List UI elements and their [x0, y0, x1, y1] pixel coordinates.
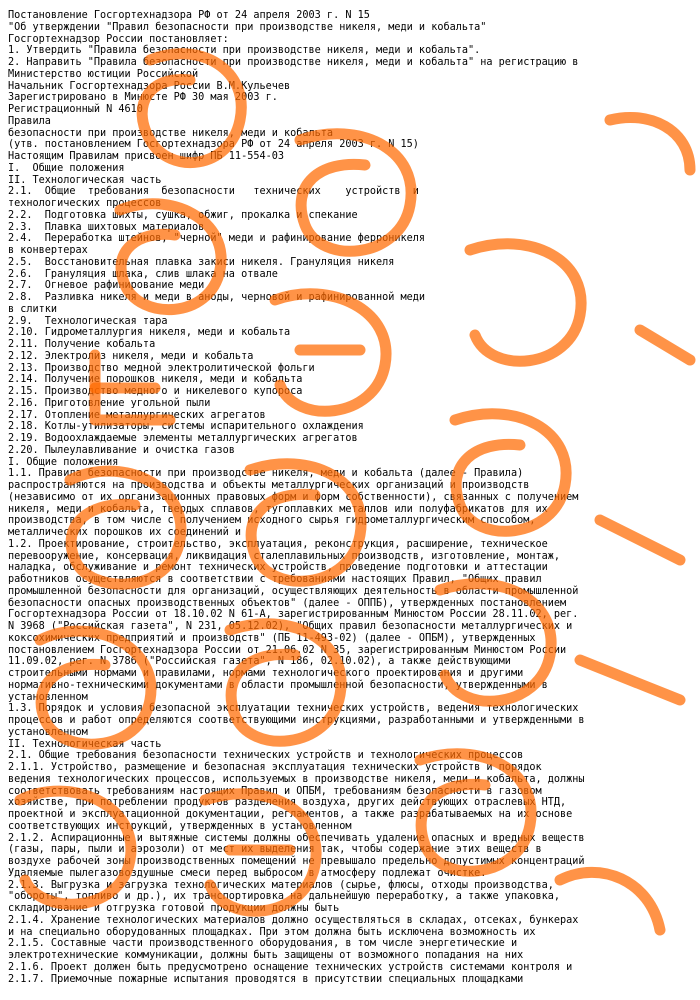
document-line: электротехнические коммуникации, должны быть защищены от возможного попадания на них [8, 950, 524, 961]
document-line: 2.1.7. Приемочные пожарные испытания проводятся в присутствии специальных площадками [8, 973, 524, 985]
document-line: Госгортехнадзор России постановляет: [8, 33, 229, 45]
document-line: "обороты", топливо и др.), их транспортировка на дальнейшую переработку, а также упаковка, [8, 891, 561, 903]
document-line: технологических процессов [8, 198, 162, 209]
document-line: соответствующих инструкций, утвержденных в установленном [8, 820, 352, 832]
document-line: 2.18. Котлы-утилизаторы, системы испарительного охлаждения [8, 421, 364, 433]
document-line: в слитки [8, 303, 58, 315]
document-line: 2.7. Огневое рафинирование меди [8, 280, 205, 292]
document-line: 2.1.2. Аспирационные и вытяжные системы должны обеспечивать удаление опасных и вредных веществ [8, 832, 585, 844]
document-line: (утв. постановлением Госгортехнадзора РФ от 24 апреля 2003 г. N 15) [8, 139, 419, 151]
document-line: установленном [8, 726, 88, 738]
document-line: 2.19. Водоохлаждаемые элементы металлургических агрегатов [8, 433, 358, 444]
document-line: воздухе рабочей зоны производственных помещений не превышало предельно допустимых концентраций [8, 856, 585, 867]
document-line: в конвертерах [8, 245, 88, 256]
document-line: никеля, меди и кобальта, твердых сплавов, тугоплавких металлов или полуфабрикатов для их [8, 503, 548, 515]
document-line: безопасности опасных производственных объектов" (далее - ОППБ), утвержденных постановлением [8, 597, 567, 609]
document-line: 2.4. Переработка штейнов, "черной" меди и рафинирование ферроникеля [8, 233, 426, 245]
document-line: 2.5. Восстановительная плавка закиси никеля. Грануляция никеля [8, 256, 395, 268]
document-line: 2.20. Пылеулавливание и очистка газов [8, 444, 235, 456]
document-line: Удаляемые пылегазовоздушные смеси перед выбросом в атмосферу подлежат очистке. [8, 867, 487, 879]
document-line: 2.8. Разливка никеля и меди в аноды, черновой и рафинированной меди [8, 292, 426, 303]
document-line: "Об утверждении "Правил безопасности при производстве никеля, меди и кобальта" [8, 21, 487, 33]
document-line: II. Технологическая часть [8, 738, 162, 750]
document-line: установленном [8, 691, 88, 703]
document-line: Зарегистрировано в Минюсте РФ 30 мая 2003 г. [8, 92, 278, 104]
document-line: I. Общие положения [8, 162, 125, 174]
document-line: 1.3. Порядок и условия безопасной эксплуатации технических устройств, ведения технологических [8, 703, 579, 715]
document-line: 2.1.5. Составные части производственного оборудования, в том числе энергетические и [8, 938, 518, 950]
document-line: хозяйстве, при потреблении продуктов разделения воздуха, других действующих отраслевых НТД, [8, 797, 567, 809]
document-line: 2.1.6. Проект должен быть предусмотрено оснащение технических устройств системами контроля и [8, 961, 573, 973]
document-line: 2.9. Технологическая тара [8, 315, 168, 327]
document-line: (независимо от их организационных правовых форм и форм собственности), связанных с получением [8, 491, 579, 503]
document-line: работников осуществляются в соответствии с требованиями настоящих Правил, "Общих правил [8, 574, 542, 585]
document-line: складирование и отгрузка готовой продукции должны быть [8, 903, 340, 914]
document-line: коксохимических предприятий и производств" (ПБ 11-493-02) (далее - ОПБМ), утвержденных [8, 632, 536, 644]
document-line: металлических порошков их соединений и [8, 527, 242, 538]
document-line: промышленной безопасности для организаций, осуществляющих деятельность в области промышленной [8, 585, 579, 597]
document-line: Регистрационный N 4610 [8, 104, 143, 115]
document-line: наладка, обслуживание и ремонт технических устройств, проведение подготовки и аттестации [8, 562, 548, 574]
document-line: 2.14. Получение порошков никеля, меди и кобальта [8, 374, 303, 386]
document-line: Министерство юстиции Российской [8, 68, 199, 80]
document-line: 2.16. Приготовление угольной пыли [8, 397, 211, 409]
document-line: 11.09.02, рег. N 3786 ("Российская газета", N 186, 02.10.02), а также действующими [8, 656, 511, 668]
document-line: Начальник Госгортехнадзора России В.М.Кульечев [8, 80, 291, 92]
document-line: 2.1.4. Хранение технологических материалов должно осуществляться в складах, отсеках, бункерах [8, 914, 579, 926]
document-line: 1.1. Правила безопасности при производстве никеля, меди и кобальта (далее - Правила) [8, 468, 524, 480]
document-line: 2.1. Общие требования безопасности технических устройств и [8, 186, 419, 198]
document-line: Госгортехнадзора России от 18.10.02 N 61-А, зарегистрированным Минюстом России 28.11.02, рег. [8, 609, 579, 621]
document-line: 2.13. Производство медной электролитической фольги [8, 362, 315, 374]
document-line: и на специально оборудованных площадках. При этом должна быть исключена возможность их [8, 926, 536, 938]
document-line: 2. Направить "Правила безопасности при производстве никеля, меди и кобальта" на регистрацию в [8, 57, 579, 68]
document-line: Правила [8, 115, 51, 127]
document-line: 2.1.3. Выгрузка и загрузка технологических материалов (сырье, флюсы, отходы производства, [8, 879, 554, 891]
document-line: Постановление Госгортехнадзора РФ от 24 апреля 2003 г. N 15 [8, 10, 370, 21]
document-line: 2.11. Получение кобальта [8, 339, 156, 350]
document-line: N 3968 ("Российская газета", N 231, 05.12.02), "Общих правил безопасности металлургических и [8, 621, 573, 632]
document-line: нормативно-техническими документами в области промышленной безопасности, утвержденными в [8, 679, 548, 691]
document-line: 2.1. Общие требования безопасности технических устройств и технологических процессов [8, 750, 524, 762]
document-line: распространяются на производства и объекты металлургических организаций и производств [8, 480, 530, 491]
document-line: Настоящим Правилам присвоен шифр ПБ 11-554-03 [8, 151, 285, 162]
document-line: соответствовать требованиям настоящих Правил и ОПБМ, требованиям безопасности в газовом [8, 785, 542, 797]
document-line: 2.6. Грануляция шлака, слив шлака на отвале [8, 268, 278, 280]
document-line: 2.12. Электролиз никеля, меди и кобальта [8, 350, 254, 362]
document-line: 2.1.1. Устройство, размещение и безопасная эксплуатация технических устройств и порядок [8, 762, 542, 773]
document-line: (газы, пары, пыли и аэрозоли) от мест их выделения так, чтобы содержание этих веществ в [8, 844, 542, 856]
document-line: I. Общие положения [8, 456, 119, 468]
document-line: ведения технологических процессов, используемых в производстве никеля, меди и кобальта, должны [8, 773, 585, 785]
document-line: 2.2. Подготовка шихты, сушка, обжиг, прокалка и спекание [8, 209, 358, 221]
document-line: процессов и работ определяются соответствующими инструкциями, разработанными и утвержденными в [8, 715, 585, 726]
document-line: постановлением Госгортехнадзора России от 21.06.02 N 35, зарегистрированным Минюстом России [8, 644, 567, 656]
document-line: 2.17. Отопление металлургических агрегатов [8, 409, 266, 421]
document-line: безопасности при производстве никеля, меди и кобальта [8, 127, 334, 139]
document-line: строительными нормами и правилами, нормами технологического проектирования и другими [8, 668, 524, 679]
document-line: 1.2. Проектирование, строительство, эксплуатация, реконструкция, расширение, техническое [8, 538, 548, 550]
document-body [8, 10, 692, 985]
document-line: II. Технологическая часть [8, 174, 162, 186]
document-line: 2.3. Плавка шихтовых материалов [8, 221, 205, 233]
document-line: проектной и эксплуатационной документации, регламентов, а также разрабатываемых на их основе [8, 809, 573, 820]
document-line: 2.10. Гидрометаллургия никеля, меди и кобальта [8, 327, 291, 339]
document-line: 2.15. Производство медного и никелевого купороса [8, 386, 303, 397]
document-line: производства, в том числе с получением исходного сырья гидрометаллургическим способом, [8, 515, 536, 527]
document-line: 1. Утвердить "Правила безопасности при производстве никеля, меди и кобальта". [8, 45, 481, 57]
document-line: перевооружение, консервация, ликвидация сталеплавильных производств, изготовление, монтаж, [8, 550, 561, 562]
